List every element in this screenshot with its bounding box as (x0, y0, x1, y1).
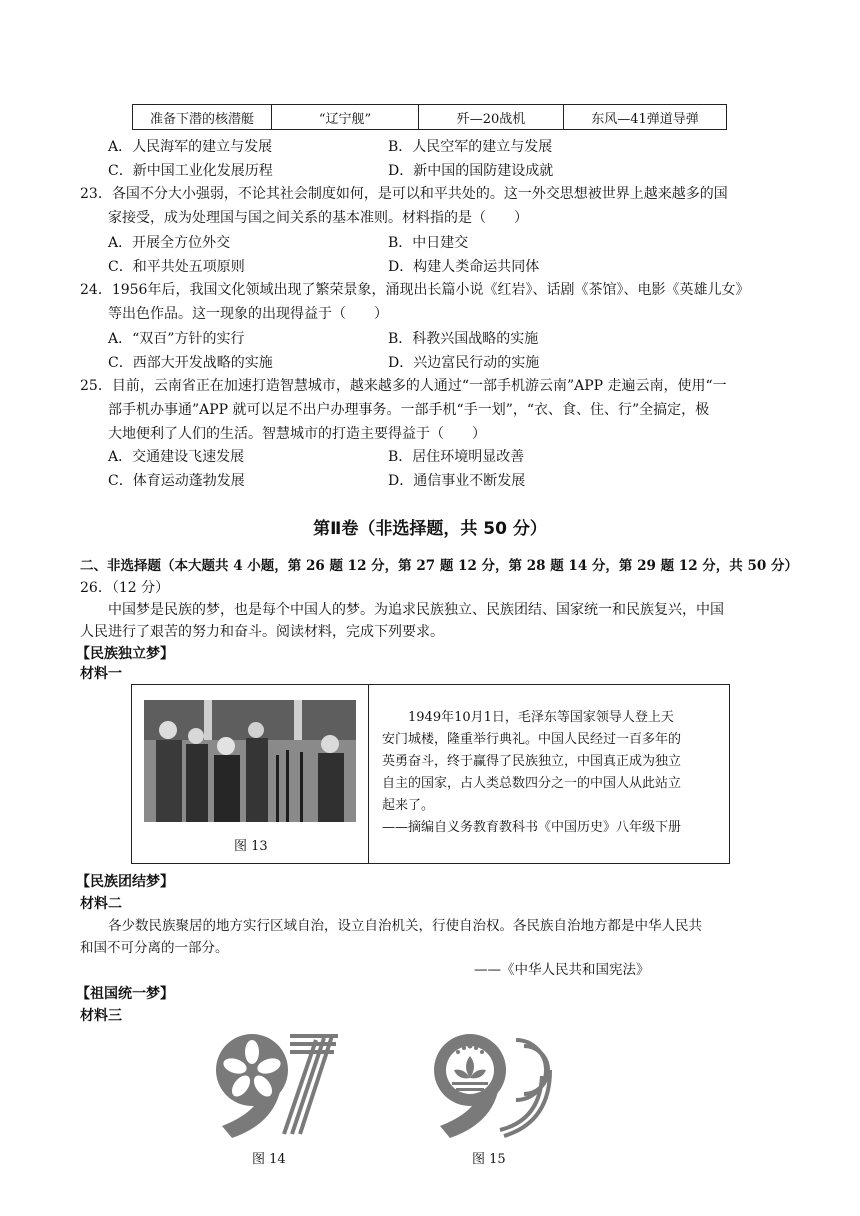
material1-box (131, 684, 730, 864)
macau-logo-graphic (430, 1030, 560, 1140)
q25-option-c: C．体育运动蓬勃发展 (108, 473, 245, 489)
q23-option-b: B．中日建交 (388, 235, 469, 251)
q25-stem-line1: 25．目前，云南省正在加速打造智慧城市，越来越多的人通过“一部手机游云南”APP 走遍云南，使用“一 (80, 378, 727, 394)
fig13-caption: 图 13 (234, 839, 268, 854)
q22-option-b: B．人民空军的建立与发展 (388, 139, 553, 155)
material2-source: ——《中华人民共和国宪法》 (474, 962, 650, 978)
q24-option-b: B．科教兴国战略的实施 (388, 331, 539, 347)
q25-stem-line3: 大地便利了人们的生活。智慧城市的打造主要得益于（ ） (108, 426, 486, 442)
q23-stem-line1: 23．各国不分大小强弱，不论其社会制度如何，是可以和平共处的。这一外交思想被世界上越来越多的国 (80, 186, 728, 202)
hk-logo-graphic (212, 1030, 342, 1140)
fig15-caption: 图 15 (472, 1152, 506, 1167)
fig14-caption: 图 14 (252, 1152, 286, 1167)
q26-intro-line2: 人民进行了艰苦的努力和奋斗。阅读材料，完成下列要求。 (80, 624, 444, 640)
dream3-heading: 【祖国统一梦】 (76, 986, 174, 1002)
material1-line5: 起来了。 (382, 798, 435, 813)
q26-intro-line1: 中国梦是民族的梦，也是每个中国人的梦。为追求民族独立、民族团结、国家统一和民族复兴，中国 (108, 602, 724, 618)
material3-label: 材料三 (80, 1008, 122, 1024)
material1-source: ——摘编自义务教育教科书《中国历史》八年级下册 (382, 820, 682, 835)
material1-line2: 安门城楼，隆重举行典礼。中国人民经过一百多年的 (382, 732, 682, 747)
founding-ceremony-photo (144, 700, 356, 822)
box-divider (368, 685, 369, 863)
q24-option-a: A．“双百”方针的实行 (108, 331, 245, 347)
material1-line4: 自主的国家，占人类总数四分之一的中国人从此站立 (382, 776, 682, 791)
material2-label: 材料二 (80, 896, 122, 912)
q25-option-d: D．通信事业不断发展 (388, 473, 526, 489)
q22-cell-3: 歼—20战机 (419, 105, 564, 130)
q23-option-c: C．和平共处五项原则 (108, 259, 245, 275)
macau-return-logo (430, 1030, 560, 1140)
section2-heading: 二、非选择题（本大题共 4 小题，第 26 题 12 分，第 27 题 12 分，第 28 题 14 分，第 29 题 12 分，共 50 分） (80, 558, 798, 574)
material1-line3: 英勇奋斗，终于赢得了民族独立，中国真正成为独立 (382, 754, 682, 769)
dream1-heading: 【民族独立梦】 (76, 646, 174, 662)
q23-option-d: D．构建人类命运共同体 (388, 259, 540, 275)
q22-image-caption-table (132, 104, 727, 130)
section2-title: 第Ⅱ卷（非选择题，共 50 分） (313, 519, 547, 539)
dream2-heading: 【民族团结梦】 (76, 874, 174, 890)
q25-option-a: A．交通建设飞速发展 (108, 449, 245, 465)
hong-kong-return-logo (212, 1030, 342, 1140)
q25-option-b: B．居住环境明显改善 (388, 449, 525, 465)
q24-stem-line2: 等出色作品。这一现象的出现得益于（ ） (108, 306, 388, 322)
q22-option-c: C．新中国工业化发展历程 (108, 163, 273, 179)
q24-option-c: C．西部大开发战略的实施 (108, 355, 273, 371)
material2-line2: 和国不可分离的一部分。 (80, 940, 229, 956)
q25-stem-line2: 部手机办事通”APP 就可以足不出户办理事务。一部手机“手一划”，“衣、食、住、行”全搞定，极 (108, 402, 710, 418)
q22-cell-4: 东风—41弹道导弹 (564, 105, 727, 130)
q22-cell-2: “辽宁舰” (272, 105, 419, 130)
q24-stem-line1: 24．1956年后，我国文化领域出现了繁荣景象，涌现出长篇小说《红岩》、话剧《茶馆》、电影《英雄儿女》 (80, 282, 750, 298)
q23-stem-line2: 家接受，成为处理国与国之间关系的基本准则。材料指的是（ ） (108, 210, 528, 226)
q22-option-a: A．人民海军的建立与发展 (108, 139, 273, 155)
material1-line1: 1949年10月1日，毛泽东等国家领导人登上天 (408, 710, 674, 725)
q22-cell-1: 准备下潜的核潜艇 (133, 105, 272, 130)
photo-illustration (144, 700, 356, 822)
q26-number: 26．（12 分） (80, 580, 170, 596)
q24-option-d: D．兴边富民行动的实施 (388, 355, 540, 371)
q22-option-d: D．新中国的国防建设成就 (388, 163, 554, 179)
q23-option-a: A．开展全方位外交 (108, 235, 231, 251)
material1-label: 材料一 (80, 666, 122, 682)
material2-line1: 各少数民族聚居的地方实行区域自治，设立自治机关，行使自治权。各民族自治地方都是中华人民共 (108, 918, 702, 934)
